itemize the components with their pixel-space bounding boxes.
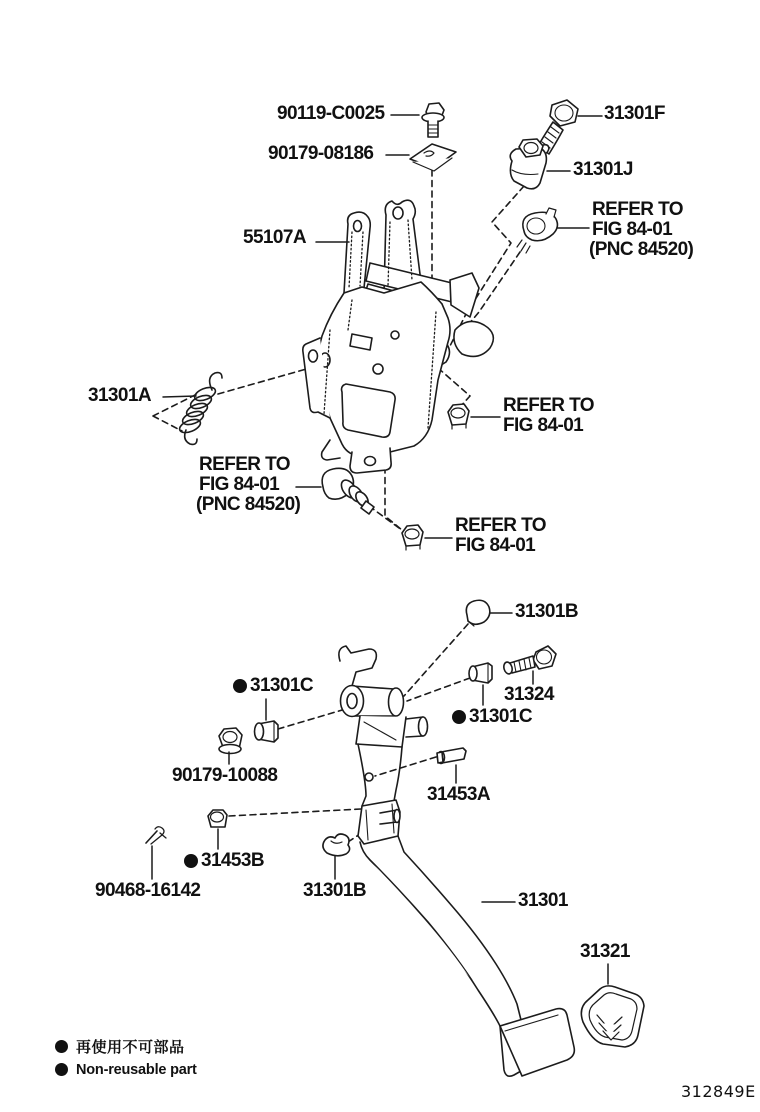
part-label-31301F <box>604 104 665 124</box>
part-label-31301C <box>452 707 532 727</box>
part-label-31321 <box>580 942 630 962</box>
part-label-text: 90179-08186 <box>268 143 374 164</box>
part-label-text: 31301A <box>88 385 151 406</box>
non-reusable-legend <box>55 1035 197 1081</box>
non-reusable-bullet-icon <box>233 679 247 693</box>
part-label-FIG-84-01 <box>503 416 583 436</box>
part-label-55107A <box>243 228 306 248</box>
part-label-REFER-TO <box>455 516 546 536</box>
part-label-31301B <box>515 602 578 622</box>
nut-upper-refer-drawing <box>448 404 469 429</box>
part-label-PNC-84520 <box>196 495 300 515</box>
part-label-90119-C0025 <box>277 104 385 124</box>
part-label-FIG-84-01 <box>592 220 672 240</box>
clip-90179-08186-drawing <box>410 144 456 171</box>
part-label-text: 31324 <box>504 684 554 705</box>
pin-31453A-drawing <box>437 748 466 764</box>
part-label-text: FIG 84-01 <box>199 474 280 495</box>
part-label-31301A <box>88 386 151 406</box>
part-label-text: 31321 <box>580 941 630 962</box>
bolt-90119-C0025-drawing <box>422 103 444 137</box>
part-label-text: (PNC 84520) <box>589 239 694 260</box>
legend-row-jp <box>55 1035 197 1058</box>
part-label-text: 31301F <box>604 103 665 124</box>
switch-upper-pnc84520-drawing <box>517 208 557 253</box>
plug-31301B-upper-drawing <box>466 600 490 626</box>
legend-text-en: Non-reusable part <box>76 1061 197 1078</box>
part-label-REFER-TO <box>503 396 594 416</box>
part-label-31324 <box>504 685 554 705</box>
non-reusable-bullet-icon <box>452 710 466 724</box>
clip-90468-16142-drawing <box>146 827 166 844</box>
nut-lower-refer-drawing <box>402 525 423 550</box>
non-reusable-bullet-icon <box>184 854 198 868</box>
part-label-31301B <box>303 881 366 901</box>
legend-row-en <box>55 1058 197 1081</box>
part-label-90468-16142 <box>95 881 200 901</box>
part-label-text: 31301B <box>303 880 366 901</box>
bushing-31301C-left-drawing <box>255 721 279 742</box>
part-label-31301 <box>518 891 568 911</box>
part-label-PNC-84520 <box>589 240 693 260</box>
part-label-text: FIG 84-01 <box>455 535 536 556</box>
pedal-pad-31321-drawing <box>581 986 644 1047</box>
bolt-31324-drawing <box>503 646 556 675</box>
part-label-text: REFER TO <box>503 395 594 416</box>
bushing-31301J-drawing <box>510 139 546 189</box>
legend-text-jp: 再使用不可部品 <box>76 1039 185 1056</box>
part-label-text: 31453B <box>201 850 264 871</box>
switch-lower-pnc84520-drawing <box>322 468 374 514</box>
part-label-text: 31301C <box>250 675 313 696</box>
part-label-31301J <box>573 160 633 180</box>
part-label-REFER-TO <box>592 200 683 220</box>
part-label-text: 31301B <box>515 601 578 622</box>
part-label-90179-10088 <box>172 766 277 786</box>
part-label-text: REFER TO <box>199 454 290 475</box>
nut-90179-10088-drawing <box>219 728 242 754</box>
part-label-text: 90468-16142 <box>95 880 201 901</box>
part-label-FIG-84-01 <box>455 536 535 556</box>
part-label-text: 90119-C0025 <box>277 103 385 124</box>
part-label-text: FIG 84-01 <box>592 219 673 240</box>
part-label-text: 31453A <box>427 784 490 805</box>
clip-31301B-lower-drawing <box>323 834 350 856</box>
part-label-text: 31301J <box>573 159 633 180</box>
nut-31453B-drawing <box>208 810 227 827</box>
part-label-text: 90179-10088 <box>172 765 278 786</box>
part-label-REFER-TO <box>199 455 290 475</box>
part-label-text: 31301 <box>518 890 568 911</box>
part-label-text: REFER TO <box>455 515 546 536</box>
part-label-31301C <box>233 676 313 696</box>
part-label-31453A <box>427 785 490 805</box>
return-spring-31301A-drawing <box>178 373 222 445</box>
part-label-text: 55107A <box>243 227 306 248</box>
diagram-id-code: 312849E <box>681 1082 756 1101</box>
pedal-support-bracket-drawing <box>303 200 494 473</box>
part-label-31453B <box>184 851 264 871</box>
part-label-text: 31301C <box>469 706 532 727</box>
part-label-text: REFER TO <box>592 199 683 220</box>
non-reusable-bullet-icon <box>55 1040 68 1053</box>
part-label-FIG-84-01 <box>199 475 279 495</box>
bushing-31301C-right-drawing <box>469 663 492 683</box>
part-label-90179-08186 <box>268 144 373 164</box>
non-reusable-bullet-icon <box>55 1063 68 1076</box>
part-label-text: FIG 84-01 <box>503 415 584 436</box>
part-label-text: (PNC 84520) <box>196 494 301 515</box>
